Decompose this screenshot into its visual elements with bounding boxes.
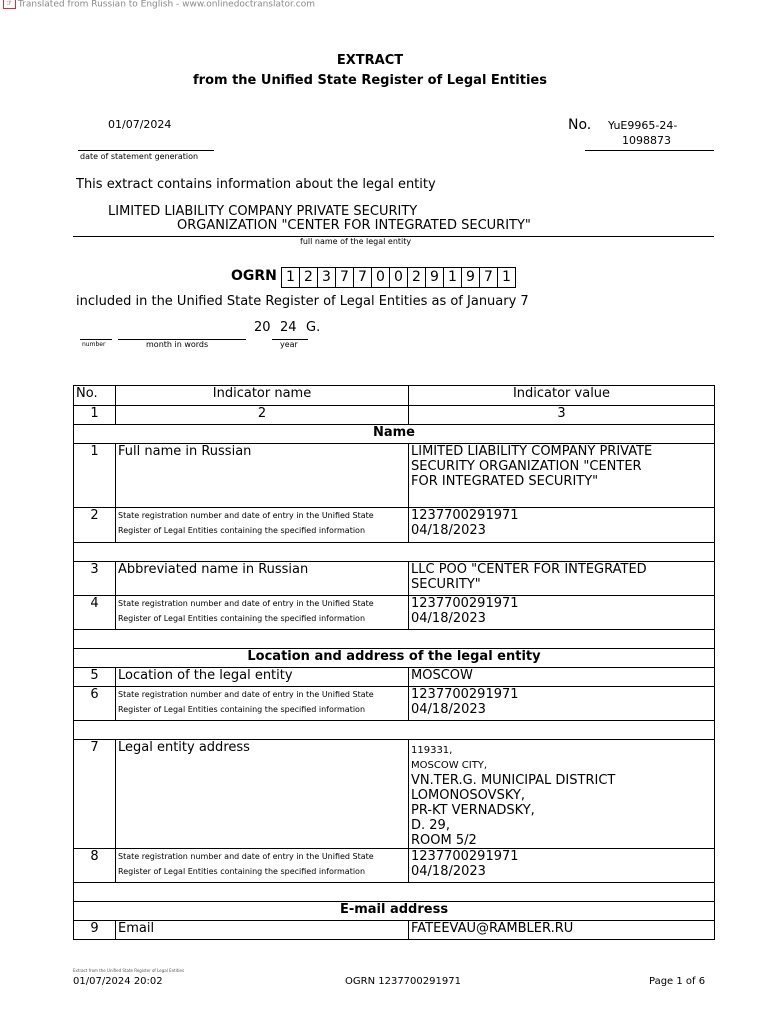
- table-row: [74, 562, 715, 596]
- statement-date: 01/07/2024: [108, 118, 172, 131]
- ogrn-label: OGRN: [231, 268, 277, 284]
- register-table: [73, 385, 715, 940]
- row-number: 8: [74, 849, 116, 883]
- row-number: 7: [74, 740, 116, 849]
- ogrn-digit: 2: [407, 267, 426, 288]
- header-indicator-value: Indicator value: [409, 386, 715, 406]
- value-line: MOSCOW CITY,: [411, 760, 488, 771]
- number-value-line2: 1098873: [622, 134, 671, 147]
- number-label: No.: [568, 117, 592, 133]
- entity-name-line2: ORGANIZATION "CENTER FOR INTEGRATED SECURITY": [177, 218, 531, 233]
- name-line: Register of Legal Entities containing the specified information: [118, 867, 366, 876]
- indicator-name: [116, 687, 409, 721]
- month-caption: month in words: [146, 340, 209, 349]
- included-text: included in the Unified State Register of Legal Entities as of January 7: [76, 294, 529, 309]
- year-suffix: G.: [306, 320, 321, 335]
- section-title: E-mail address: [74, 902, 715, 921]
- row-number: 5: [74, 668, 116, 687]
- value-line: LLC POO "CENTER FOR INTEGRATED: [411, 562, 647, 577]
- section-row-name: [74, 425, 715, 444]
- name-line: Register of Legal Entities containing the specified information: [118, 614, 366, 623]
- column-number: 2: [116, 406, 409, 425]
- ogrn-digit: 7: [335, 267, 354, 288]
- indicator-value: [409, 740, 715, 849]
- value-line: 04/18/2023: [411, 702, 486, 717]
- ogrn-digit: 0: [371, 267, 390, 288]
- value-line: 1237700291971: [411, 596, 519, 611]
- name-line: Register of Legal Entities containing the specified information: [118, 705, 366, 714]
- row-number: 6: [74, 687, 116, 721]
- extract-title: EXTRACT: [336, 53, 404, 68]
- column-number: 1: [74, 406, 116, 425]
- section-row-email: [74, 902, 715, 921]
- value-line: 04/18/2023: [411, 864, 486, 879]
- entity-name-caption: full name of the legal entity: [300, 237, 412, 246]
- footer-datetime: 01/07/2024 20:02: [73, 976, 163, 987]
- ogrn-digit: 3: [317, 267, 336, 288]
- value-line: 1237700291971: [411, 849, 519, 864]
- indicator-name: Full name in Russian: [116, 444, 409, 508]
- name-line: State registration number and date of entry in the Unified State: [118, 511, 374, 520]
- value-line: SECURITY ORGANIZATION "CENTER: [411, 459, 642, 474]
- indicator-name: Abbreviated name in Russian: [116, 562, 409, 596]
- spacer-cell: [74, 630, 715, 649]
- spacer-row: [74, 543, 715, 562]
- table-row: [74, 687, 715, 721]
- spacer-cell: [74, 543, 715, 562]
- indicator-name: Email: [116, 921, 409, 940]
- ogrn-digit: 9: [461, 267, 480, 288]
- spacer-row: [74, 630, 715, 649]
- value-line: LOMONOSOVSKY,: [411, 788, 525, 803]
- indicator-value: [409, 849, 715, 883]
- ogrn-digit: 7: [479, 267, 498, 288]
- table-row: [74, 849, 715, 883]
- value-line: VN.TER.G. MUNICIPAL DISTRICT: [411, 773, 616, 788]
- header-indicator-name: Indicator name: [116, 386, 409, 406]
- ogrn-digit: 1: [497, 267, 516, 288]
- name-line: Register of Legal Entities containing the specified information: [118, 526, 366, 535]
- entity-name-line1: LIMITED LIABILITY COMPANY PRIVATE SECURITY: [108, 204, 418, 219]
- value-line: SECURITY": [411, 577, 481, 592]
- indicator-name: [116, 596, 409, 630]
- indicator-value: FATEEVAU@RAMBLER.RU: [409, 921, 715, 940]
- value-line: 04/18/2023: [411, 523, 486, 538]
- column-number: 3: [409, 406, 715, 425]
- column-number-row: [74, 406, 715, 425]
- indicator-name: Location of the legal entity: [116, 668, 409, 687]
- table-row: [74, 444, 715, 508]
- name-line: State registration number and date of entry in the Unified State: [118, 852, 374, 861]
- translator-banner[interactable]: [3, 0, 315, 10]
- spacer-row: [74, 721, 715, 740]
- indicator-value: MOSCOW: [409, 668, 715, 687]
- name-line: State registration number and date of entry in the Unified State: [118, 599, 374, 608]
- extract-subtitle: from the Unified State Register of Legal Entities: [193, 73, 547, 88]
- section-row-location: [74, 649, 715, 668]
- year-caption: year: [280, 340, 298, 349]
- date-caption: date of statement generation: [80, 152, 199, 161]
- value-line: ROOM 5/2: [411, 833, 477, 848]
- day-caption: number: [82, 341, 106, 348]
- table-row: [74, 921, 715, 940]
- footer-page-number: Page 1 of 6: [649, 976, 706, 987]
- table-header-row: [74, 386, 715, 406]
- day-underline: [80, 339, 112, 340]
- table-row: [74, 508, 715, 543]
- value-line: 1237700291971: [411, 508, 519, 523]
- indicator-value: [409, 562, 715, 596]
- ogrn-digit: 1: [443, 267, 462, 288]
- row-number: 1: [74, 444, 116, 508]
- translator-banner-text: Translated from Russian to English - www.onlinedoctranslator.com: [18, 0, 315, 10]
- table-row: [74, 668, 715, 687]
- value-line: FOR INTEGRATED SECURITY": [411, 474, 599, 489]
- number-underline: [585, 150, 714, 151]
- value-line: 119331,: [411, 745, 453, 756]
- translator-icon: ℱ: [3, 0, 16, 9]
- value-line: 1237700291971: [411, 687, 519, 702]
- value-line: D. 29,: [411, 818, 450, 833]
- indicator-value: [409, 596, 715, 630]
- date-underline: [78, 150, 214, 151]
- indicator-value: [409, 444, 715, 508]
- indicator-name: [116, 849, 409, 883]
- table-row: [74, 596, 715, 630]
- row-number: 9: [74, 921, 116, 940]
- value-line: LIMITED LIABILITY COMPANY PRIVATE: [411, 444, 653, 459]
- footer-ogrn: OGRN 1237700291971: [345, 976, 461, 987]
- year-prefix: 20: [254, 320, 271, 335]
- name-line: State registration number and date of entry in the Unified State: [118, 690, 374, 699]
- row-number: 2: [74, 508, 116, 543]
- number-value-line1: YuE9965-24-: [608, 119, 678, 132]
- value-line: PR-KT VERNADSKY,: [411, 803, 535, 818]
- intro-text: This extract contains information about the legal entity: [76, 177, 436, 192]
- spacer-cell: [74, 721, 715, 740]
- ogrn-digit-boxes: [281, 267, 515, 288]
- indicator-value: [409, 508, 715, 543]
- table-row: [74, 740, 715, 849]
- section-title: Location and address of the legal entity: [74, 649, 715, 668]
- ogrn-digit: 2: [299, 267, 318, 288]
- spacer-row: [74, 883, 715, 902]
- ogrn-digit: 7: [353, 267, 372, 288]
- row-number: 3: [74, 562, 116, 596]
- value-line: 04/18/2023: [411, 611, 486, 626]
- footer-note: Extract from the Unified State Register of Legal Entities: [73, 968, 185, 973]
- ogrn-digit: 0: [389, 267, 408, 288]
- spacer-cell: [74, 883, 715, 902]
- year-value: 24: [280, 320, 297, 335]
- header-no: No.: [74, 386, 116, 406]
- ogrn-digit: 1: [281, 267, 300, 288]
- ogrn-digit: 9: [425, 267, 444, 288]
- indicator-value: [409, 687, 715, 721]
- section-title: Name: [74, 425, 715, 444]
- indicator-name: Legal entity address: [116, 740, 409, 849]
- indicator-name: [116, 508, 409, 543]
- row-number: 4: [74, 596, 116, 630]
